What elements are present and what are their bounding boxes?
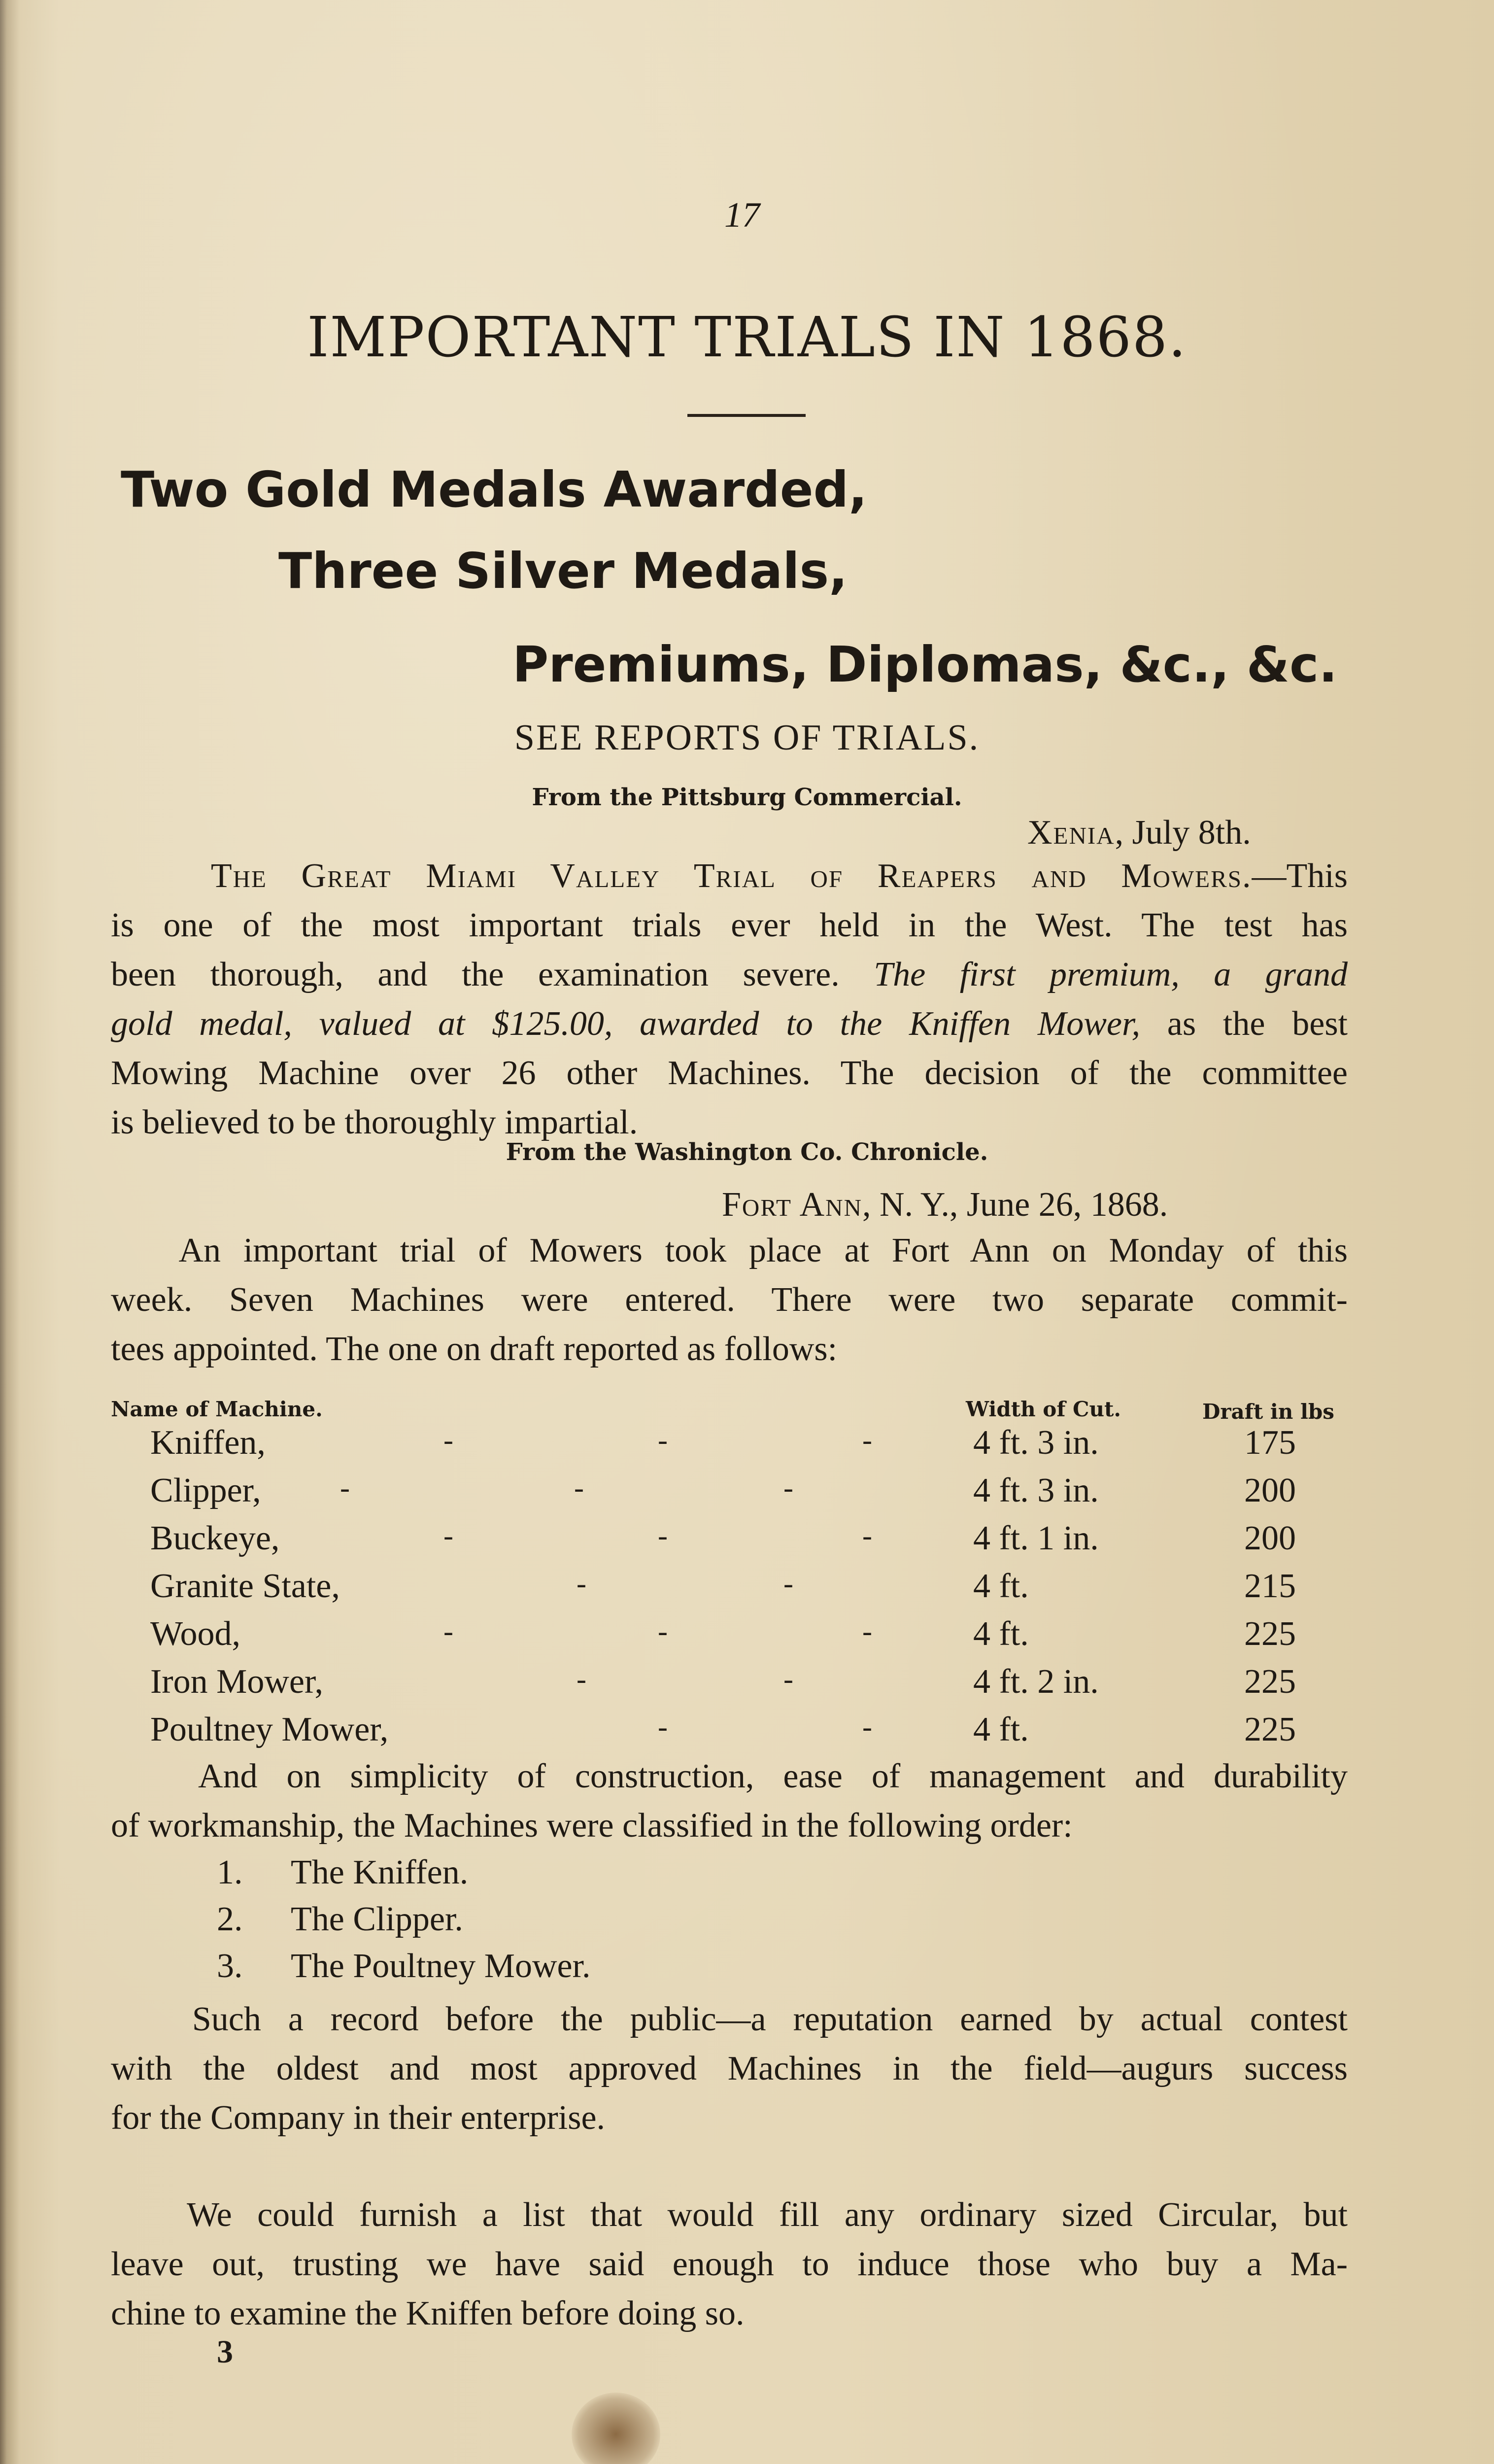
text-fragment: And on simplicity of construction, ease of management and durability [198, 1757, 1348, 1795]
page-title: IMPORTANT TRIALS IN 1868. [307, 306, 1187, 370]
report-xenia [111, 852, 1348, 1147]
report-fort-ann [111, 1226, 1348, 1374]
width-of-cut: 4 ft. 1 in. [973, 1519, 1099, 1557]
machine-name: Kniffen, [150, 1424, 266, 1462]
machine-name: Clipper, [150, 1472, 261, 1509]
heading-gold-medals: Two Gold Medals Awarded, [121, 461, 868, 518]
list-text: The Kniffen. [291, 1853, 469, 1891]
width-of-cut: 4 ft. 2 in. [973, 1663, 1099, 1701]
draft-lbs: 200 [1244, 1519, 1296, 1557]
width-of-cut: 4 ft. [973, 1567, 1029, 1605]
see-reports-heading: SEE REPORTS OF TRIALS. [514, 718, 980, 758]
title-rule [687, 414, 806, 417]
heading-silver-medals: Three Silver Medals, [278, 542, 848, 600]
italic-fragment: gold medal, valued at $125.00, awarded to the Kniffen Mower, [111, 1005, 1140, 1043]
machine-name: Buckeye, [150, 1519, 280, 1557]
leader-dash: - [443, 1424, 453, 1456]
draft-lbs: 215 [1244, 1567, 1296, 1605]
text-line: is believed to be thoroughly impartial. [111, 1103, 638, 1141]
leader-dash: - [862, 1711, 872, 1743]
source-pittsburg: From the Pittsburg Commercial. [532, 784, 962, 811]
text-line: Mowing Machine over 26 other Machines. The decision of the committee [111, 1054, 1348, 1092]
record-paragraph [111, 1995, 1348, 2143]
machine-name: Poultney Mower, [150, 1711, 389, 1748]
italic-fragment: The first premium, a grand [874, 956, 1348, 993]
width-of-cut: 4 ft. 3 in. [973, 1472, 1099, 1509]
text-fragment: An important trial of Mowers took place at Fort Ann on Monday of this [178, 1232, 1348, 1269]
leader-dash: - [783, 1663, 793, 1695]
ink-stain [572, 2393, 660, 2464]
column-header-draft: Draft in lbs [1202, 1400, 1334, 1424]
text-line [111, 1226, 1348, 1275]
table-row [0, 1423, 1494, 1471]
list-number: 2. [217, 1900, 243, 1938]
text-line [111, 1995, 1348, 2044]
draft-lbs: 225 [1244, 1711, 1296, 1748]
leader-dash: - [783, 1567, 793, 1600]
leader-dash: - [658, 1424, 668, 1456]
page-number: 17 [724, 195, 760, 235]
text-line [111, 950, 1348, 999]
leader-dash: - [783, 1472, 793, 1504]
draft-lbs: 225 [1244, 1663, 1296, 1701]
classification-paragraph [111, 1752, 1348, 1850]
table-row [0, 1519, 1494, 1566]
text-fragment: —This [1252, 857, 1348, 895]
leader-dash: - [340, 1472, 350, 1504]
leader-dash: - [658, 1615, 668, 1647]
table-row [0, 1614, 1494, 1662]
leader-dash: - [443, 1519, 453, 1552]
text-fragment: We could furnish a list that would fill any ordinary sized Circular, but [187, 2196, 1348, 2234]
text-line [111, 1752, 1348, 1801]
width-of-cut: 4 ft. 3 in. [973, 1424, 1099, 1462]
draft-lbs: 175 [1244, 1424, 1296, 1462]
text-line [111, 852, 1348, 901]
dateline-xenia [1027, 808, 1251, 857]
text-line: leave out, trusting we have said enough to induce those who buy a Ma- [111, 2245, 1348, 2283]
column-header-name: Name of Machine. [111, 1397, 323, 1421]
closing-paragraph [111, 2190, 1348, 2338]
leader-dash: - [862, 1424, 872, 1456]
trial-heading: The Great Miami Valley Trial of Reapers and Mowers. [210, 857, 1252, 895]
text-line: is one of the most important trials ever held in the West. The test has [111, 906, 1348, 944]
heading-premiums: Premiums, Diplomas, &c., &c. [512, 636, 1338, 693]
text-line: with the oldest and most approved Machines in the field—augurs success [111, 2050, 1348, 2088]
width-of-cut: 4 ft. [973, 1615, 1029, 1653]
text-line: for the Company in their enterprise. [111, 2099, 606, 2137]
text-line: week. Seven Machines were entered. There were two separate commit- [111, 1281, 1348, 1319]
table-row [0, 1662, 1494, 1710]
list-number: 1. [217, 1853, 243, 1891]
draft-lbs: 225 [1244, 1615, 1296, 1653]
list-text: The Poultney Mower. [291, 1947, 591, 1985]
leader-dash: - [577, 1567, 586, 1600]
text-line: of workmanship, the Machines were classified in the following order: [111, 1807, 1073, 1845]
table-row [0, 1471, 1494, 1518]
signature-mark: 3 [217, 2334, 233, 2370]
leader-dash: - [658, 1519, 668, 1552]
leader-dash: - [577, 1663, 586, 1695]
text-line [111, 999, 1348, 1049]
dateline-date: , July 8th. [1115, 814, 1251, 852]
text-line: chine to examine the Kniffen before doing so. [111, 2294, 745, 2332]
dateline-place: Xenia [1027, 814, 1115, 852]
text-fragment: as the best [1167, 1005, 1348, 1043]
column-header-width: Width of Cut. [966, 1397, 1121, 1421]
text-fragment: Such a record before the public—a reputation earned by actual contest [192, 2000, 1348, 2038]
machine-name: Wood, [150, 1615, 240, 1653]
leader-dash: - [574, 1472, 584, 1504]
draft-lbs: 200 [1244, 1472, 1296, 1509]
list-number: 3. [217, 1947, 243, 1985]
table-row [0, 1710, 1494, 1757]
list-text: The Clipper. [291, 1900, 463, 1938]
leader-dash: - [658, 1711, 668, 1743]
leader-dash: - [862, 1519, 872, 1552]
width-of-cut: 4 ft. [973, 1711, 1029, 1748]
text-line [111, 2190, 1348, 2240]
dateline-date: , N. Y., June 26, 1868. [862, 1186, 1168, 1224]
dateline-place: Fort Ann [722, 1186, 862, 1224]
source-washington: From the Washington Co. Chronicle. [506, 1138, 988, 1166]
machine-name: Iron Mower, [150, 1663, 323, 1701]
leader-dash: - [862, 1615, 872, 1647]
leader-dash: - [443, 1615, 453, 1647]
dateline-fort-ann [722, 1180, 1168, 1230]
text-line: tees appointed. The one on draft reported as follows: [111, 1330, 838, 1368]
machine-name: Granite State, [150, 1567, 340, 1605]
table-row [0, 1567, 1494, 1614]
text-fragment: been thorough, and the examination severe. [111, 956, 840, 993]
